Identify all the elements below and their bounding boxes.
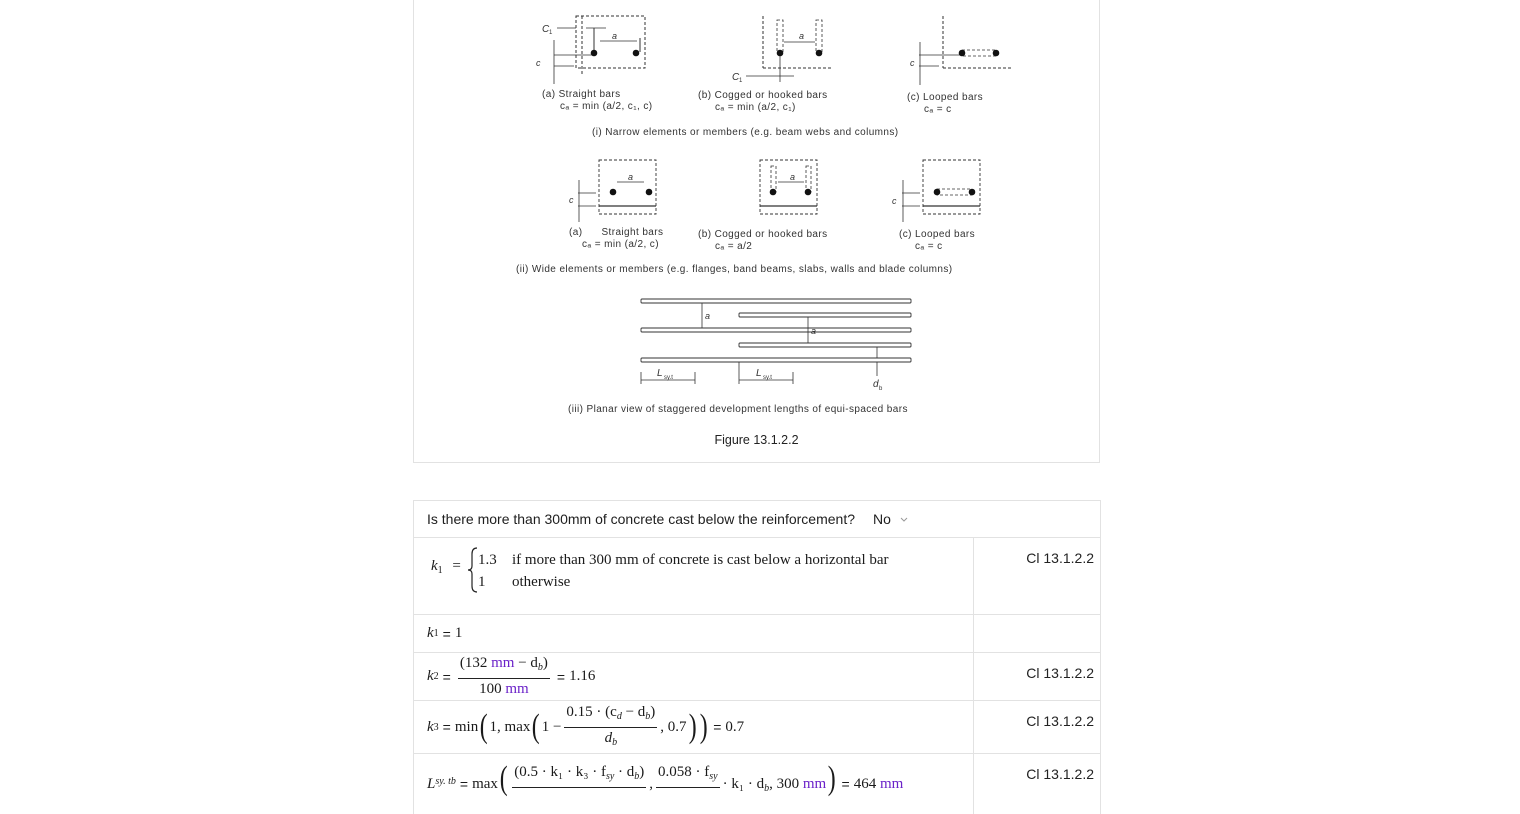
svg-text:1: 1 xyxy=(739,78,743,84)
planar-section-label: (iii) Planar view of staggered development lengths of equi-spaced bars xyxy=(568,404,908,415)
table-row-k2 xyxy=(414,653,1100,701)
wide-b-label: (b) Cogged or hooked bars xyxy=(698,229,828,240)
svg-text:c: c xyxy=(892,196,897,206)
wide-a-formula: cₐ = min (a/2, c) xyxy=(582,239,659,250)
chevron-down-icon xyxy=(899,514,909,524)
concrete-below-select[interactable] xyxy=(873,511,909,527)
wide-straight-bars-sketch xyxy=(569,160,656,222)
table-row-lsy-tb xyxy=(414,754,1100,814)
figure-caption: Figure 13.1.2.2 xyxy=(714,433,799,447)
svg-text:a: a xyxy=(811,326,817,336)
svg-text:a: a xyxy=(799,31,805,41)
development-length-diagram xyxy=(414,0,1099,428)
svg-text:d: d xyxy=(873,379,879,390)
svg-text:c: c xyxy=(536,58,541,68)
svg-text:C: C xyxy=(732,72,740,83)
svg-text:L: L xyxy=(756,368,762,379)
narrow-b-formula: cₐ = min (a/2, c₁) xyxy=(715,102,796,113)
svg-text:C: C xyxy=(542,24,550,35)
planar-staggered-bars-sketch xyxy=(641,299,911,392)
wide-hooked-bars-sketch xyxy=(760,160,817,214)
clause-reference: Cl 13.1.2.2 xyxy=(1026,713,1094,729)
k1-definition-formula: $k_1$ = 1.3 if more than 300 mm of concrete is cast below a horizontal bar 1 otherwise xyxy=(414,538,974,614)
svg-text:b: b xyxy=(879,386,883,392)
svg-text:c: c xyxy=(910,58,915,68)
svg-text:sy.t: sy.t xyxy=(664,375,673,381)
clause-reference: Cl 13.1.2.2 xyxy=(1026,766,1094,782)
svg-text:c: c xyxy=(569,195,574,205)
svg-text:a: a xyxy=(612,31,618,41)
narrow-straight-bars-sketch xyxy=(536,16,645,84)
narrow-looped-bars-sketch xyxy=(910,16,1012,85)
table-row-k1-definition xyxy=(414,538,1100,615)
table-row-k1-result xyxy=(414,615,1100,653)
wide-b-formula: cₐ = a/2 xyxy=(715,241,753,252)
wide-c-formula: cₐ = c xyxy=(915,241,943,252)
clause-reference: Cl 13.1.2.2 xyxy=(1026,665,1094,681)
k1-result-formula: k 1 = 1 xyxy=(414,615,974,652)
narrow-b-label: (b) Cogged or hooked bars xyxy=(698,90,828,101)
svg-text:sy.t: sy.t xyxy=(763,375,772,381)
wide-c-label: (c) Looped bars xyxy=(899,229,976,240)
clause-reference xyxy=(974,615,1100,652)
svg-text:a: a xyxy=(705,311,711,321)
svg-text:1: 1 xyxy=(549,30,553,36)
question-text: Is there more than 300mm of concrete cast below the reinforcement? xyxy=(427,511,855,527)
k2-formula: k 2 = $\frac{(132 mm - d_b)}{100 mm}$ = 1.16 xyxy=(414,653,974,700)
svg-text:L: L xyxy=(657,368,663,379)
narrow-section-label: (i) Narrow elements or members (e.g. beam webs and columns) xyxy=(592,127,899,138)
clause-reference: Cl 13.1.2.2 xyxy=(1026,550,1094,566)
wide-looped-bars-sketch xyxy=(892,160,980,222)
narrow-c-formula: cₐ = c xyxy=(924,104,952,115)
k3-formula: k 3 = min ( 1, max ( 1 − $\frac{0.15 \cdot (c_d - d_b)}{d_b}$ , 0.7 ) ) = 0.7 xyxy=(414,701,974,753)
narrow-a-label: (a) Straight bars xyxy=(542,89,621,100)
svg-text:a: a xyxy=(790,172,796,182)
narrow-hooked-bars-sketch xyxy=(732,16,832,84)
select-value: No xyxy=(873,511,891,527)
wide-a-label: (a) Straight bars xyxy=(569,227,664,238)
narrow-a-formula: cₐ = min (a/2, c₁, c) xyxy=(560,101,653,112)
question-row xyxy=(414,501,1100,538)
svg-text:a: a xyxy=(628,172,634,182)
wide-section-label: (ii) Wide elements or members (e.g. flanges, band beams, slabs, walls and blade columns) xyxy=(516,264,953,275)
calculation-table xyxy=(413,500,1101,814)
figure-card xyxy=(413,0,1100,463)
narrow-c-label: (c) Looped bars xyxy=(907,92,984,103)
lsy-tb-formula: L $^{sy. tb}$ = max ( $(0.5 \cdot k_1 \cdot k_3 \cdot f_{sy} \cdot d_b)$ , $0.058 \cdot f_{sy}$ · $k_1 \cdot d_b$, 300 mm ) = 464 mm xyxy=(414,754,974,814)
table-row-k3 xyxy=(414,701,1100,754)
